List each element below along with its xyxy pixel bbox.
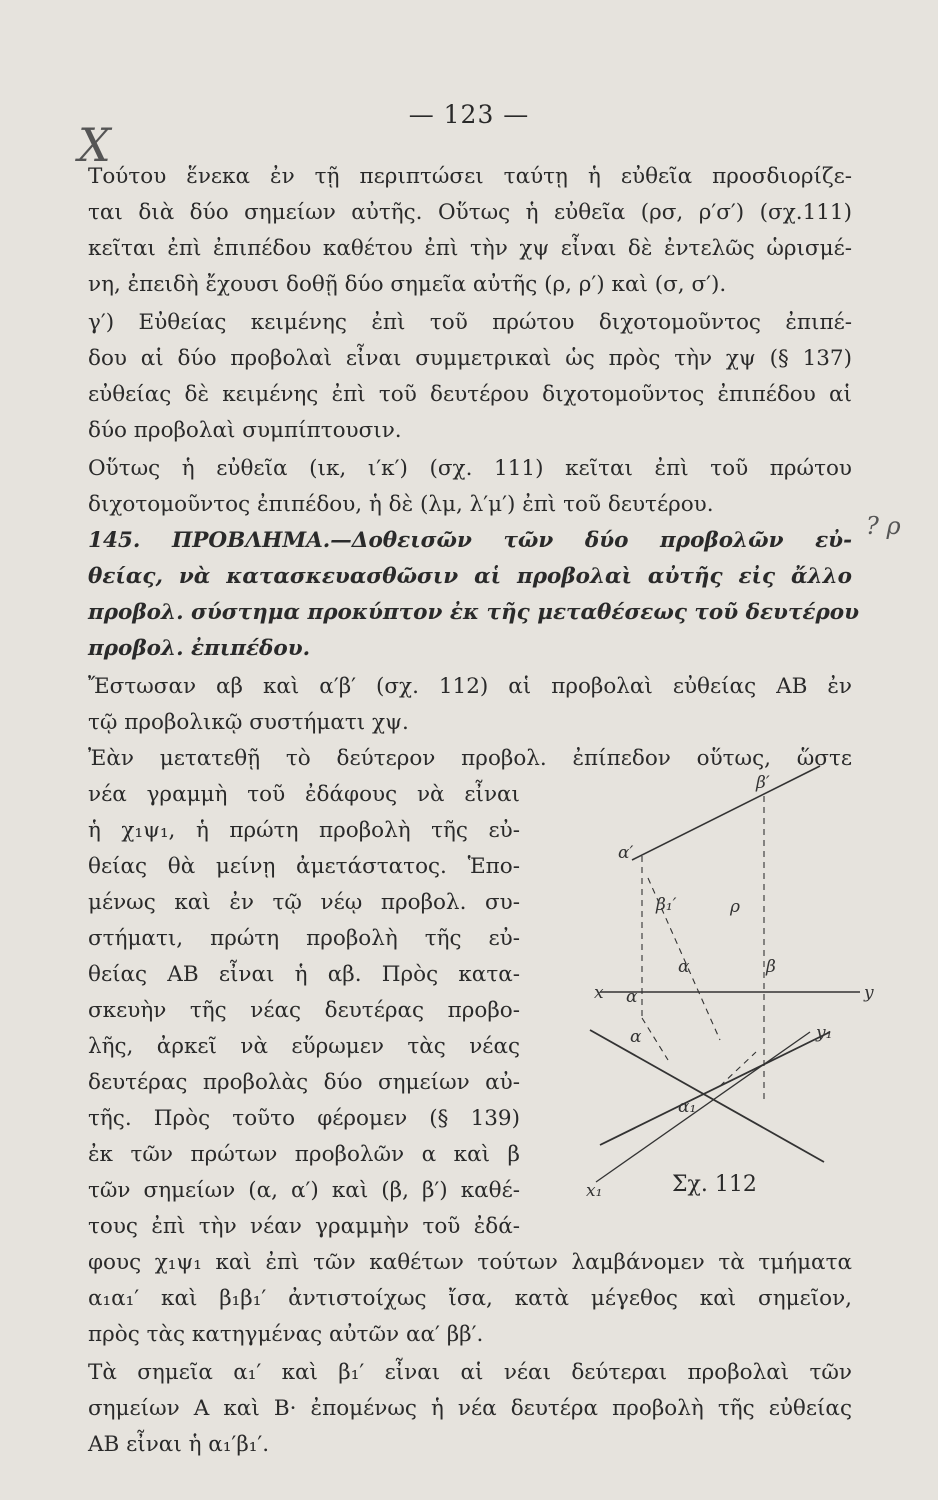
text-line: Τὰ σημεῖα α₁′ καὶ β₁′ εἶναι αἱ νέαι δεύτεραι προβολαὶ τῶν — [88, 1360, 852, 1385]
second-projection-line — [632, 766, 820, 860]
label-y1: y₁ — [816, 1023, 833, 1043]
first-projection-line — [590, 1030, 824, 1162]
text-line: ΑΒ εἶναι ἡ α₁′β₁′. — [88, 1432, 270, 1457]
label-a1: α₁ — [678, 1097, 697, 1117]
text-line: τῶν σημείων (α, α′) καὶ (β, β′) καθέ- — [88, 1178, 520, 1203]
label-b-prime: β′ — [756, 773, 770, 793]
text-line: πρὸς τὰς κατηγμένας αὐτῶν αα′ ββ′. — [88, 1322, 484, 1347]
label-a-low: α — [630, 1027, 642, 1047]
text-line: τῷ προβολικῷ συστήματι χψ. — [88, 710, 409, 735]
text-line: δύο προβολαὶ συμπίπτουσιν. — [88, 418, 402, 443]
text-line: θείας θὰ μείνῃ ἀμετάστατος. Ἑπο- — [88, 854, 520, 879]
label-a-prime: α′ — [618, 843, 634, 863]
text-line: σημείων Α καὶ Β· ἐπομένως ἡ νέα δευτέρα προβολὴ τῆς εὐθείας — [88, 1396, 852, 1421]
handwritten-mark-left: Χ — [78, 118, 111, 172]
text-line: γ′) Εὐθείας κειμένης ἐπὶ τοῦ πρώτου διχοτομοῦντος ἐπιπέ- — [88, 310, 852, 335]
label-a: α — [626, 987, 638, 1007]
label-small-a: α — [678, 957, 690, 977]
figure-caption: Σχ. 112 — [672, 1172, 757, 1197]
handwritten-mark-right: ? ρ — [866, 512, 901, 540]
text-line: νη, ἐπειδὴ ἔχουσι δοθῇ δύο σημεῖα αὐτῆς (ρ, ρ′) καὶ (σ, σ′). — [88, 272, 727, 297]
text-line: διχοτομοῦντος ἐπιπέδου, ἡ δὲ (λμ, λ′μ′) ἐπὶ τοῦ δευτέρου. — [88, 492, 714, 517]
label-rho: ρ — [730, 897, 740, 917]
text-line: φους χ₁ψ₁ καὶ ἐπὶ τῶν καθέτων τούτων λαμβάνομεν τὰ τμήματα — [88, 1250, 852, 1275]
problem-heading: θείας, νὰ κατασκευασθῶσιν αἱ προβολαὶ αὐτῆς εἰς ἄλλο — [88, 564, 852, 589]
text-line: στήματι, πρώτη προβολὴ τῆς εὐ- — [88, 926, 520, 951]
text-line: μένως καὶ ἐν τῷ νέῳ προβολ. συ- — [88, 890, 520, 915]
text-line: σκευὴν τῆς νέας δευτέρας προβο- — [88, 998, 520, 1023]
projector-a-new — [642, 1018, 668, 1060]
text-line: α₁α₁′ καὶ β₁β₁′ ἀντιστοίχως ἴσα, κατὰ μέγεθος καὶ σημεῖον, — [88, 1286, 852, 1311]
label-b1: β₁′ — [656, 895, 677, 915]
text-line: ἡ χ₁ψ₁, ἡ πρώτη προβολὴ τῆς εὐ- — [88, 818, 520, 843]
problem-heading: προβολ. σύστημα προκύπτον ἐκ τῆς μεταθέσεως τοῦ δευτέρου — [88, 600, 860, 625]
figure-112 — [560, 760, 890, 1230]
text-line: τῆς. Πρὸς τοῦτο φέρομεν (§ 139) — [88, 1106, 520, 1131]
problem-heading: 145. ΠΡΟΒΛΗΜΑ.—Δοθεισῶν τῶν δύο προβολῶν εὐ- — [88, 528, 852, 553]
text-line: ἐκ τῶν πρώτων προβολῶν α καὶ β — [88, 1142, 520, 1167]
text-line: Τούτου ἕνεκα ἐν τῇ περιπτώσει ταύτῃ ἡ εὐθεῖα προσδιορίζε- — [88, 164, 852, 189]
page-number: — 123 — — [408, 100, 530, 129]
label-y: y — [864, 983, 874, 1003]
text-line: Ἔστωσαν αβ καὶ α′β′ (σχ. 112) αἱ προβολαὶ εὐθείας ΑΒ ἐν — [88, 674, 852, 699]
text-line: Οὕτως ἡ εὐθεῖα (ικ, ι′κ′) (σχ. 111) κεῖται ἐπὶ τοῦ πρώτου — [88, 456, 852, 481]
text-line: εὐθείας δὲ κειμένης ἐπὶ τοῦ δευτέρου διχοτομοῦντος ἐπιπέδου αἱ — [88, 382, 852, 407]
text-line: λῆς, ἀρκεῖ νὰ εὕρωμεν τὰς νέας — [88, 1034, 520, 1059]
problem-heading: προβολ. ἐπιπέδου. — [88, 636, 311, 661]
text-line: κεῖται ἐπὶ ἐπιπέδου καθέτου ἐπὶ τὴν χψ εἶναι δὲ ἐντελῶς ὡρισμέ- — [88, 236, 852, 261]
text-line: Ἐὰν μετατεθῇ τὸ δεύτερον προβολ. ἐπίπεδον οὕτως, ὥστε — [88, 746, 852, 771]
projector-b-new — [720, 1052, 756, 1086]
new-ground-line — [596, 1032, 810, 1182]
label-beta: β — [766, 957, 776, 977]
text-line: δου αἱ δύο προβολαὶ εἶναι συμμετρικαὶ ὡς πρὸς τὴν χψ (§ 137) — [88, 346, 852, 371]
text-line: τους ἐπὶ τὴν νέαν γραμμὴν τοῦ ἐδά- — [88, 1214, 520, 1239]
new-second-projection-line — [600, 1032, 830, 1145]
text-line: ται διὰ δύο σημείων αὐτῆς. Οὕτως ἡ εὐθεῖα (ρσ, ρ′σ′) (σχ.111) — [88, 200, 852, 225]
text-line: δευτέρας προβολὰς δύο σημείων αὐ- — [88, 1070, 520, 1095]
label-x1: x₁ — [586, 1181, 603, 1201]
text-line: νέα γραμμὴ τοῦ ἐδάφους νὰ εἶναι — [88, 782, 520, 807]
label-x: x — [594, 983, 604, 1003]
text-line: θείας ΑΒ εἶναι ἡ αβ. Πρὸς κατα- — [88, 962, 520, 987]
